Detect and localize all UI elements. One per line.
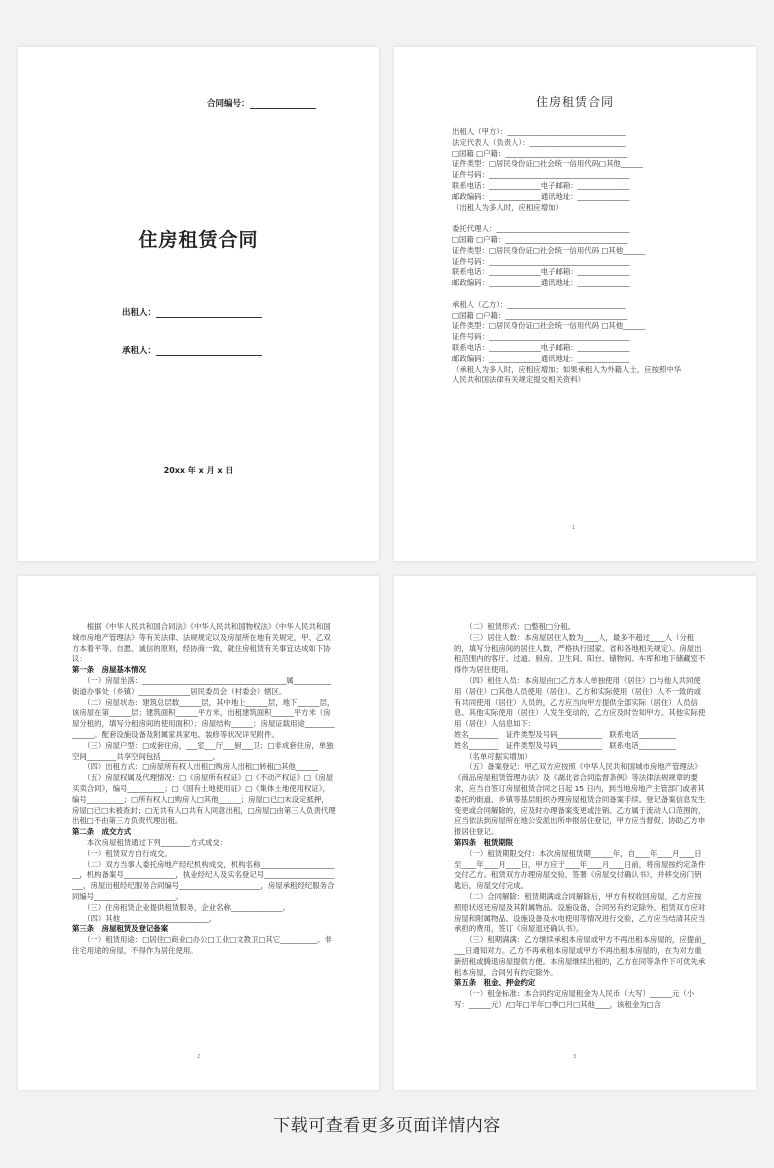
clause-paragraph: 本次房屋租赁通过下列________方式成交：	[72, 837, 228, 847]
terms-page-1	[18, 576, 379, 1090]
party-line: 法定代表人（负责人）：__________________________	[452, 137, 626, 147]
party-line: 证件号码：______________________________________	[452, 256, 630, 266]
clause-paragraph: （五）房屋权属及代理情况：□《房屋所有权证》□《不动产权证》□《房屋买卖合同》，编号__________；□《国有土地使用证》□《集体土地使用权证》，编号__________；□所有权人□购房人□其他______；房屋□已□未设定抵押，房屋□已□未被查封；□无共有人□共有人同意出租，□房屋□由第三人负责代理出租□不由第三方负责代理出租。	[72, 773, 336, 826]
party-line: 人民共和国法律有关规定提交相关资料）	[452, 375, 586, 385]
clause-paragraph: 根据《中华人民共和国合同法》《中华人民共和国物权法》《中华人民共和国城市房地产管理法》等有关法律、法规规定以及房屋所在地有关规定，甲、乙双方本着平等、自愿、诚信的原则，经协商一致，就住房租赁有关事宜达成如下协议：	[72, 622, 331, 664]
party-line: 证件号码：______________________________________	[452, 170, 630, 180]
party-line: （出租人为多人时，应相应增加）	[452, 202, 563, 212]
party-line: 联系电话：______________电子邮箱：______________	[452, 180, 630, 190]
lessee-field	[122, 344, 262, 356]
clause-paragraph: 姓名________ 证件类型及号码____________ 联系电话__________	[454, 740, 676, 750]
article-heading: 第五条 租金、押金约定	[454, 978, 536, 988]
clause-paragraph: （一）租赁用途：□居住□商业□办公□工业□文教卫□其它__________。非住宅用途的房屋，不得作为居住使用。	[72, 935, 332, 955]
cover-page	[18, 47, 379, 561]
clause-paragraph: （一）租赁期限交付：本次房屋租赁期______年，自____年____月____日至____年____月____日，甲方应于____年____月____日前，将房屋按约定条件交付乙方。租赁双方办理房屋交验，签署《房屋交付确认书》，并移交房门钥匙后，房屋交付完成。	[454, 848, 706, 891]
clause-paragraph: （二）房屋状态：建筑总层数______层，其中地上______层，地下______层，该房屋在第______层；建筑面积______平方米，出租建筑面积______平方米（房屋分租的，填写分租房间的使用面积）；房屋结构______；房屋证载用途______________。配套设施设备及附属家具家电、装修等状况详见附件。	[72, 697, 335, 739]
party-line	[452, 213, 704, 224]
party-line: 证件类型：□居民身份证□社会统一信用代码 □其他______	[452, 245, 646, 255]
party-line: 联系电话：______________电子邮箱：______________	[452, 342, 630, 352]
party-line: 出租人（甲方）：________________________________	[452, 127, 626, 136]
lessor-field	[122, 306, 262, 318]
party-line: 证件类型：□居民身份证□社会统一信用代码 □其他______	[452, 321, 646, 331]
clause-paragraph: （三）房屋户型：□成套住房，___室___厅___厨___卫；□非成套住房，单独空间________共享空间包括______________。	[72, 740, 334, 761]
party-line: □国籍 □户籍：_________________________________	[452, 234, 628, 244]
download-prompt[interactable]: 下载可查看更多页面详情内容	[273, 1116, 501, 1136]
clause-paragraph: （三）居住人数：本房屋居住人数为____人，最多不超过____人（分租的，填写分租房间的居住人数，严格执行国家、省和各地相关规定）。房屋出租范围内的客厅、过道、厨房、卫生间、阳台、储物间、车库和地下储藏室不得作为居住使用。	[454, 632, 706, 675]
clause-paragraph: （四）租住人员：本房屋由□乙方本人单独使用（居住）□与他人共同使用（居住）□其他人员使用（居住）。乙方和实际使用（居住）人不一致的或有共同使用（居住）人员的，乙方应当向甲方提供全部实际（居住）人员信息。其他实际使用（居住）人发生变动的，乙方应及时告知甲方。其他实际使用（居住）人信息如下：	[454, 675, 706, 729]
terms-text	[454, 622, 706, 1011]
party-line: 邮政编码：______________通讯地址：______________	[452, 191, 630, 201]
article-heading: 第一条 房屋基本情况	[72, 665, 146, 675]
contract-title: 住房租赁合同	[535, 95, 614, 109]
party-line: 证件号码：______________________________________	[452, 332, 630, 342]
lessee-label: 承租人：	[122, 346, 157, 356]
clause-paragraph: （一）租金标准：本合同约定房屋租金为人民币（大写）______元（小写：______元）/□年□半年□季□月□其他____，该租金为□含	[454, 989, 695, 1009]
clause-paragraph: （一）房屋坐落：_______________________________________属__________街道办事处（乡镇）______________居民委员会（村委会）辖区。	[72, 675, 331, 696]
clause-paragraph: （四）出租方式：□房屋所有权人出租□购房人出租□转租□其他______	[72, 762, 318, 772]
article-heading: 第四条 租赁期限	[454, 837, 514, 847]
party-line: □国籍 □户籍：_________________________________	[452, 148, 628, 158]
lessor-label: 出租人：	[122, 308, 157, 318]
party-line: 承租人（乙方）：________________________________	[452, 299, 626, 309]
page-number: 1	[572, 525, 576, 531]
contract-number-label: 合同编号：	[207, 99, 250, 109]
clause-paragraph: （二）租赁形式：□整租□分租。	[454, 622, 576, 631]
contract-number-field	[207, 97, 316, 109]
terms-text	[72, 622, 336, 957]
lessor-blank	[156, 317, 262, 318]
clause-paragraph: （三）住房租赁企业提供租赁服务，企业名称______________。	[72, 902, 291, 912]
clause-paragraph: （五）备案登记：甲乙双方应按照《中华人民共和国城市房地产管理法》《商品房屋租赁管理办法》及《湖北省合同监督条例》等法律法规规章的要求，应当自签订房屋租赁合同之日起 15 日内，到当地房地产主管部门或者其委托的街道、乡镇等基层组织办理房屋租赁合同备案手续。登记备案信息发生变更或合同解除的，应及时办理备案变更或注销。乙方属于流动人口范围的，应当依法到房屋所在地公安派出所申报居住登记，甲方应当督促、协助乙方申报居住登记。	[454, 762, 706, 837]
party-line: 联系电话：______________电子邮箱：______________	[452, 267, 630, 277]
lessee-blank	[156, 355, 262, 356]
clause-paragraph: （名单可据实增加）	[454, 751, 532, 761]
clause-paragraph: （一）租赁双方自行成交。	[72, 848, 172, 858]
party-line: 委托代理人：____________________________________	[452, 224, 630, 234]
clause-paragraph: （四）其他________________________。	[72, 913, 217, 923]
page-number: 3	[573, 1054, 577, 1060]
clause-paragraph: （三）租期满满：乙方继续承租本房屋或甲方不再出租本房屋的，应提前____日通知对方。乙方不再承租本房屋或甲方不再出租本房屋的，在为对方重新招租或腾退房屋提供方便。本房屋继续出租的，乙方在同等条件下可优先承租本房屋，合同另有约定除外。	[454, 935, 706, 977]
cover-date: 20xx 年 x 月 x 日	[163, 466, 234, 475]
article-heading: 第二条 成交方式	[72, 827, 132, 837]
party-line: 证件类型：□居民身份证□社会统一信用代码□其他______	[452, 159, 643, 169]
party-line: （承租人为多人时，应相应增加；如果承租人为外籍人士，应按照中华	[452, 364, 682, 374]
party-line	[452, 289, 704, 300]
article-heading: 第三条 房屋租赁及登记备案	[72, 924, 169, 934]
party-line: □国籍 □户籍：_________________________________	[452, 310, 628, 320]
page-number: 2	[197, 1054, 201, 1060]
clause-paragraph: （二）合同解除：租赁期满或合同解除后，甲方有权收回房屋，乙方应按照原状返还房屋及其附属物品、设施设备，合同另有约定除外。租赁双方应对房屋和附属物品、设施设备及水电使用等情况进行交验，乙方应当结清其应当承担的费用，签订《房屋退还确认书》。	[454, 891, 706, 934]
parties-page	[394, 47, 756, 561]
terms-page-2	[394, 576, 756, 1090]
clause-paragraph: 姓名________ 证件类型及号码____________ 联系电话__________	[454, 729, 676, 739]
parties-info	[452, 127, 704, 386]
cover-title: 住房租赁合同	[138, 229, 259, 251]
party-line: 邮政编码：______________通讯地址：______________	[452, 278, 630, 288]
contract-number-blank	[250, 108, 316, 109]
party-line: 邮政编码：______________通讯地址：______________	[452, 353, 630, 363]
clause-paragraph: （二）双方当事人委托房地产经纪机构成交，机构名称______________________，机构备案号______________，执业经纪人及实名登记号______________________，房屋出租经纪服务合同编号______________________，房屋承租经纪服务合同编号______________________。	[72, 859, 335, 901]
